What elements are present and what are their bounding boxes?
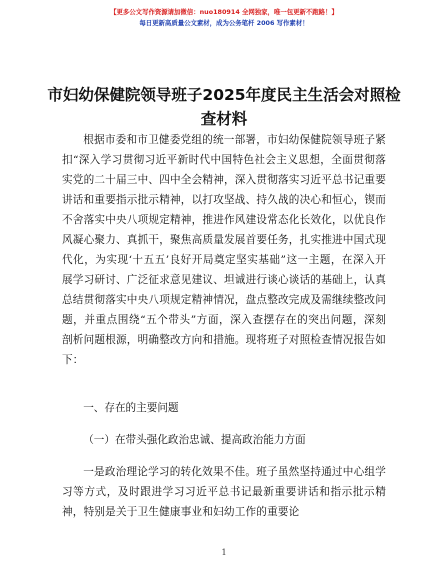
header-banner-line-1: 【更多公文写作资源请加微信：nuo180914 全网独家，唯一包更新不跑路！】	[110, 8, 338, 16]
subsection-heading: （一）在带头强化政治忠诚、提高政治能力方面	[83, 434, 306, 446]
body-paragraph: 一是政治理论学习的转化效果不佳。班子虽然坚持通过中心组学习等方式，及时跟进学习习近平总书记最新重要讲话和指示批示精神，特别是关于卫生健康事业和妇幼工作的重要论	[62, 466, 386, 518]
intro-paragraph: 根据市委和市卫健委党组的统一部署，市妇幼保健院领导班子紧扣“深入学习贯彻习近平新时代中国特色社会主义思想，全面贯彻落实党的二十届三中、四中全会精神，深入贯彻落实习近平总书记重要讲话和重要指示批示精神，以打攻坚战、持久战的决心和恒心，锲而不舍落实中央八项规定精神，推进作风建设常态化长效化，以优良作风凝心聚力、真抓干，聚焦高质量发展首要任务，扎实推进中国式现代化，为实现‘十五五’良好开局奠定坚实基础”这一主题，在深入开展学习研讨、广泛征求意见建议、坦诚进行谈心谈话的基础上，认真总结贯彻落实中央八项规定精神情况，盘点整改完成及需继续整改问题，并重点围绕“五个带头”方面，深入查摆存在的突出问题，深刻剖析问题根源，明确整改方向和措施。现将班子对照检查情况报告如下：	[62, 134, 386, 366]
header-banner-line-2: 每日更新高质量公文素材，成为公务笔杆 2006 写作素材！	[139, 19, 309, 27]
section-heading: 一、存在的主要问题	[83, 402, 179, 414]
document-title: 市妇幼保健院领导班子2025年度民主生活会对照检查材料	[47, 86, 401, 128]
page-number: 1	[221, 548, 227, 557]
